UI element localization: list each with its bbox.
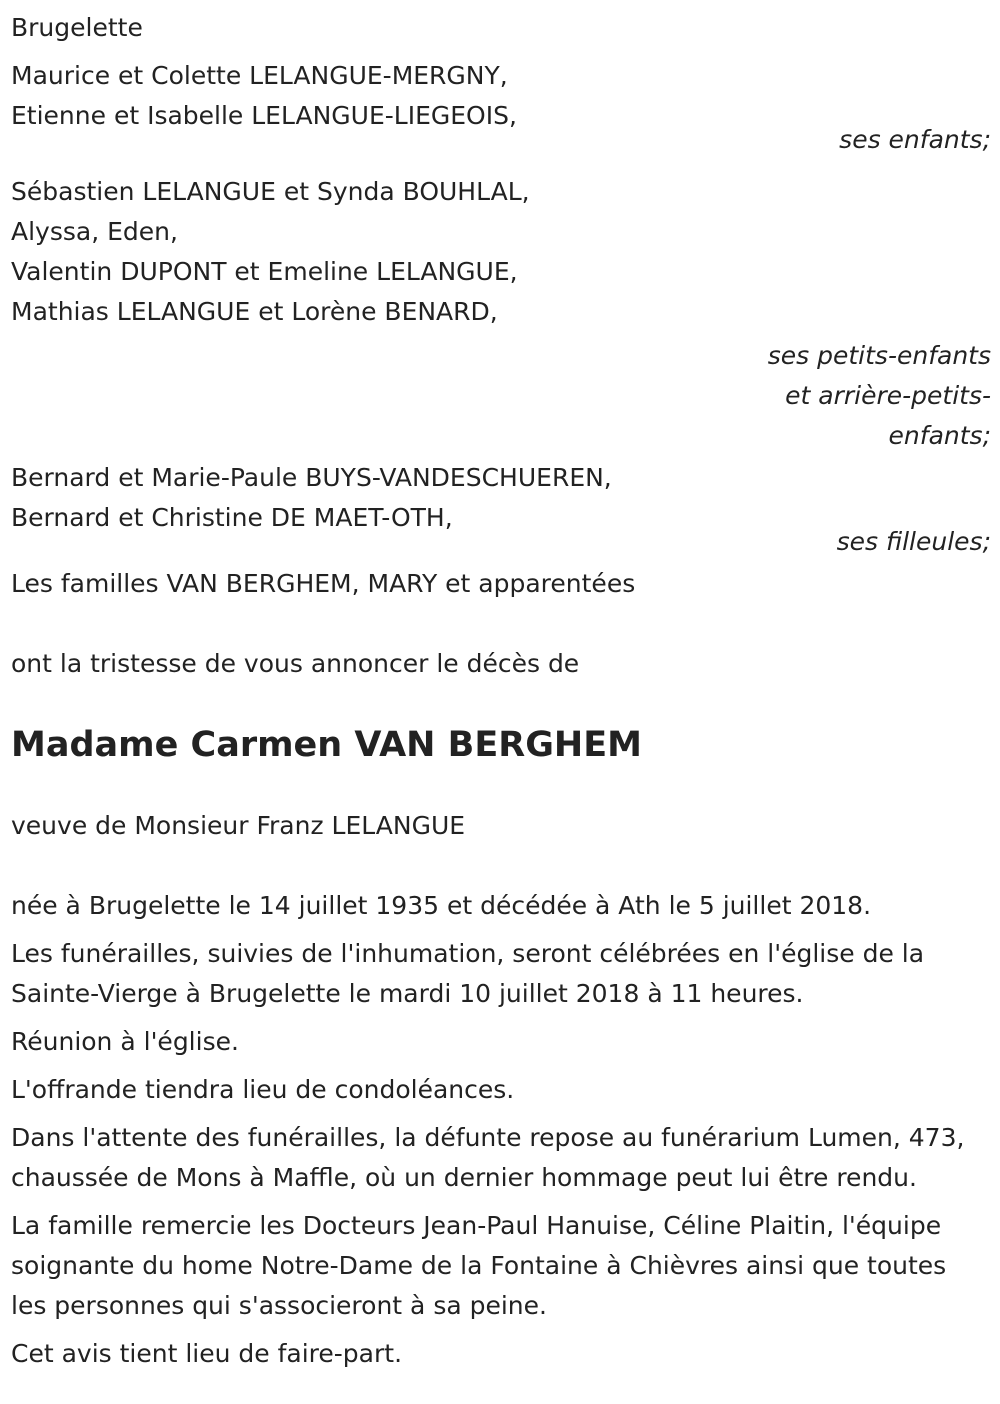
godchildren-section (11, 458, 991, 562)
death-notice (11, 8, 991, 1374)
offering-info: L'offrande tiendra lieu de condoléances. (11, 1075, 515, 1104)
grandchild-name-4: Mathias LELANGUE et Lorène BENARD, (11, 297, 498, 326)
families: Les familles VAN BERGHEM, MARY et apparentées (11, 569, 636, 598)
godchildren-role: ses filleules; (836, 527, 991, 556)
grandchild-name-2: Alyssa, Eden, (11, 217, 178, 246)
location: Brugelette (11, 13, 143, 42)
godchild-name-2: Bernard et Christine DE MAET-OTH, (11, 503, 453, 532)
grandchild-name-1: Sébastien LELANGUE et Synda BOUHLAL, (11, 177, 530, 206)
funeral-info: Les funérailles, suivies de l'inhumation, seront célébrées en l'église de la Sainte-Vierge à Brugelette le mardi 10 juillet 2018 à 11 heures. (11, 939, 925, 1008)
child-name-2: Etienne et Isabelle LELANGUE-LIEGEOIS, (11, 101, 517, 130)
grandchildren-role-line-1: ses petits-enfants (767, 341, 991, 370)
grandchildren-role-line-2: et arrière-petits- (785, 381, 991, 410)
deceased-name: Madame Carmen VAN BERGHEM (11, 725, 642, 765)
child-name-1: Maurice et Colette LELANGUE-MERGNY, (11, 61, 508, 90)
announcement: ont la tristesse de vous annoncer le décès de (11, 649, 580, 678)
meeting-info: Réunion à l'église. (11, 1027, 239, 1056)
closing-note: Cet avis tient lieu de faire-part. (11, 1339, 403, 1368)
widow-of: veuve de Monsieur Franz LELANGUE (11, 811, 466, 840)
grandchildren-role-line-3: enfants; (888, 421, 991, 450)
grandchildren-section (11, 172, 991, 456)
repose-info: Dans l'attente des funérailles, la défunte repose au funérarium Lumen, 473, chaussée de Mons à Maffle, où un dernier hommage peut lui être rendu. (11, 1123, 965, 1192)
birth-death: née à Brugelette le 14 juillet 1935 et décédée à Ath le 5 juillet 2018. (11, 891, 872, 920)
godchild-name-1: Bernard et Marie-Paule BUYS-VANDESCHUEREN, (11, 463, 612, 492)
thanks-info: La famille remercie les Docteurs Jean-Paul Hanuise, Céline Plaitin, l'équipe soignante du home Notre-Dame de la Fontaine à Chièvres ainsi que toutes les personnes qui s'associeront à sa peine. (11, 1211, 947, 1320)
grandchild-name-3: Valentin DUPONT et Emeline LELANGUE, (11, 257, 518, 286)
children-role: ses enfants; (839, 125, 991, 154)
children-section (11, 56, 991, 160)
